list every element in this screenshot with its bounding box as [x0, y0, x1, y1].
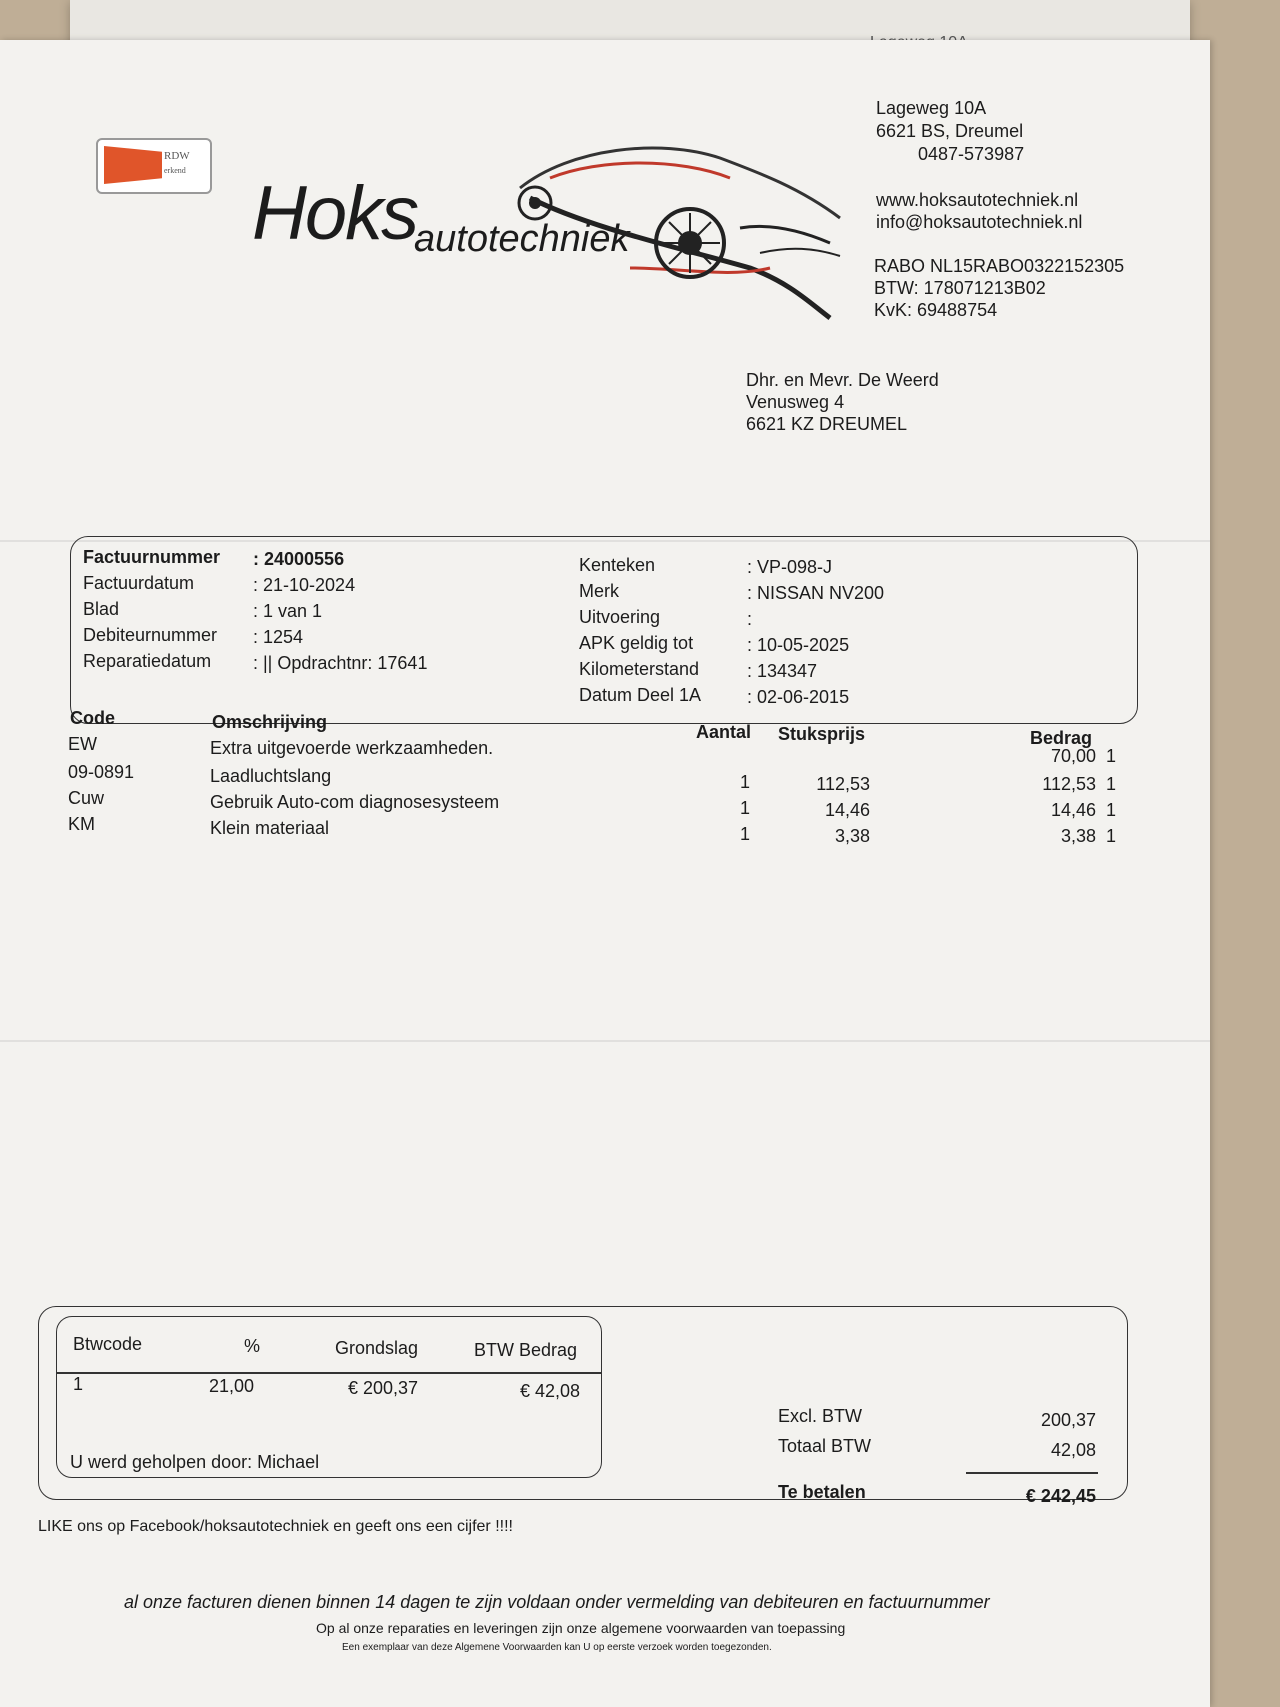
vat-row-code: 1 [73, 1374, 84, 1394]
vat-header-base: Grondslag [335, 1338, 419, 1358]
total-vat-value: 42,08 [1050, 1440, 1096, 1460]
company-kvk: KvK: 69488754 [874, 300, 998, 320]
invoice-sheet [0, 40, 1210, 1707]
helped-by: U werd geholpen door: Michael [70, 1452, 320, 1472]
pay-label: Te betalen [778, 1482, 866, 1502]
line-vat: 1 [1106, 800, 1117, 820]
company-address-line2: 6621 BS, Dreumel [876, 121, 1024, 141]
company-bank: RABO NL15RABO0322152305 [874, 256, 1125, 276]
line-unit: 14,46 [824, 800, 870, 820]
vehicle-label: Datum Deel 1A [579, 685, 702, 705]
company-vat-number: BTW: 178071213B02 [874, 278, 1046, 298]
vehicle-label: Kenteken [579, 555, 656, 575]
info-value: : || Opdrachtnr: 17641 [253, 653, 428, 673]
info-value: : 1254 [253, 627, 304, 647]
company-address-line1: Lageweg 10A [876, 98, 987, 118]
line-amount: 14,46 [1050, 800, 1096, 820]
vat-header-amount: BTW Bedrag [474, 1340, 578, 1360]
line-desc: Laadluchtslang [210, 766, 332, 786]
line-desc: Klein materiaal [210, 818, 330, 838]
info-label: Factuurnummer [83, 547, 221, 567]
line-vat: 1 [1106, 774, 1117, 794]
col-header-unit-price: Stuksprijs [778, 724, 866, 744]
line-amount: 70,00 [1050, 746, 1096, 766]
vat-row-percent: 21,00 [209, 1376, 255, 1396]
line-code: Cuw [68, 788, 105, 808]
payment-terms: al onze facturen dienen binnen 14 dagen te zijn voldaan onder vermelding van debiteuren en factuurnummer [124, 1592, 990, 1612]
info-value: : 1 van 1 [253, 601, 323, 621]
line-amount: 3,38 [1060, 826, 1096, 846]
line-vat: 1 [1106, 746, 1117, 766]
fold-line [0, 1040, 1210, 1042]
vehicle-value: : 02-06-2015 [747, 687, 850, 707]
line-qty: 1 [739, 798, 750, 818]
facebook-note: LIKE ons op Facebook/hoksautotechniek en geeft ons een cijfer !!!! [38, 1518, 513, 1535]
vat-row-amount: € 42,08 [520, 1381, 581, 1401]
logo-autotechniek: autotechniek [414, 218, 630, 260]
company-email: info@hoksautotechniek.nl [876, 212, 1083, 232]
company-website: www.hoksautotechniek.nl [876, 190, 1079, 210]
vat-table-divider [56, 1372, 602, 1374]
vehicle-value: : 10-05-2025 [747, 635, 850, 655]
line-code: 09-0891 [68, 762, 135, 782]
line-code: KM [68, 814, 95, 834]
sports-car-logo-icon [510, 118, 870, 338]
line-amount: 112,53 [1042, 774, 1096, 794]
col-header-description: Omschrijving [212, 712, 328, 732]
rdw-badge-subtext: erkend [164, 166, 186, 175]
col-header-code: Code [70, 708, 115, 728]
vehicle-value: : 134347 [747, 661, 818, 681]
customer-street: Venusweg 4 [746, 392, 845, 412]
info-label: Debiteurnummer [83, 625, 218, 645]
excl-vat-label: Excl. BTW [778, 1406, 862, 1426]
vat-row-base: € 200,37 [348, 1378, 419, 1398]
vehicle-label: Kilometerstand [579, 659, 700, 679]
vat-header-code: Btwcode [73, 1334, 143, 1354]
col-header-amount: Bedrag [1030, 728, 1093, 748]
line-desc: Gebruik Auto-com diagnosesysteem [210, 792, 500, 812]
customer-city: 6621 KZ DREUMEL [746, 414, 908, 434]
rdw-badge-text: RDW [164, 150, 190, 162]
totals-divider [966, 1472, 1098, 1474]
line-unit: 3,38 [834, 826, 870, 846]
rdw-badge [96, 138, 212, 194]
info-value: : 21-10-2024 [253, 575, 356, 595]
info-label: Blad [83, 599, 120, 619]
line-desc: Extra uitgevoerde werkzaamheden. [210, 738, 494, 758]
vehicle-label: Uitvoering [579, 607, 661, 627]
info-value: : 24000556 [253, 549, 345, 569]
vehicle-value: : [747, 609, 753, 629]
vehicle-value: : VP-098-J [747, 557, 833, 577]
vehicle-label: Merk [579, 581, 619, 601]
company-phone: 0487-573987 [918, 144, 1025, 164]
logo-hoks: Hoks [252, 171, 418, 256]
info-label: Reparatiedatum [83, 651, 212, 671]
line-unit: 112,53 [816, 774, 870, 794]
col-header-quantity: Aantal [696, 722, 752, 742]
vehicle-value: : NISSAN NV200 [747, 583, 885, 603]
excl-vat-value: 200,37 [1040, 1410, 1096, 1430]
invoice-info-box [70, 536, 1138, 724]
line-qty: 1 [739, 772, 750, 792]
customer-name: Dhr. en Mevr. De Weerd [746, 370, 939, 390]
total-vat-label: Totaal BTW [778, 1436, 872, 1456]
line-qty: 1 [739, 824, 750, 844]
terms-copy-note: Een exemplaar van deze Algemene Voorwaarden kan U op eerste verzoek worden toegezonden. [342, 1642, 772, 1653]
rdw-flag-icon [104, 146, 162, 184]
vat-header-percent: % [244, 1336, 261, 1356]
line-vat: 1 [1106, 826, 1117, 846]
vehicle-label: APK geldig tot [579, 633, 694, 653]
info-label: Factuurdatum [83, 573, 195, 593]
line-code: EW [68, 734, 97, 754]
pay-value: € 242,45 [1025, 1486, 1096, 1506]
general-terms: Op al onze reparaties en leveringen zijn onze algemene voorwaarden van toepassing [316, 1620, 846, 1636]
